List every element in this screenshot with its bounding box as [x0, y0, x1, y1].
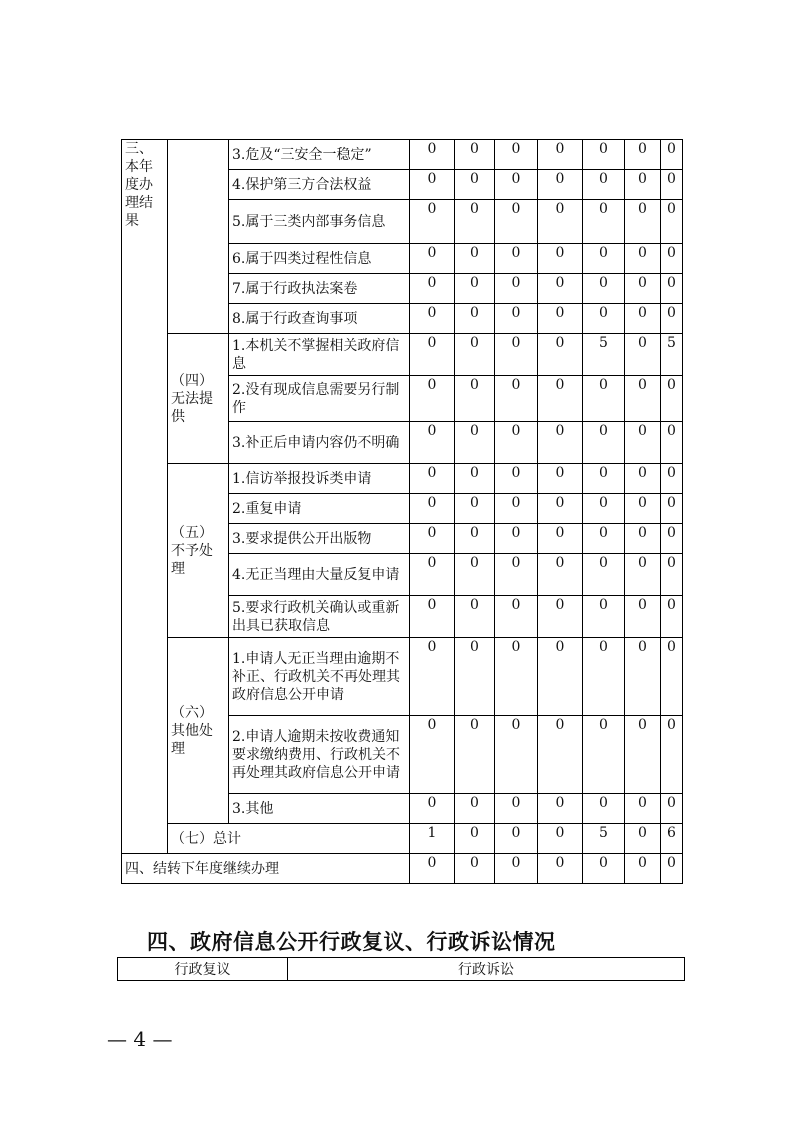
value-cell: 0: [495, 422, 538, 464]
group5-label: [168, 464, 229, 638]
value-cell: 0: [538, 464, 583, 494]
review-litigation-header-row: [118, 958, 685, 981]
litigation-header: 行政诉讼: [288, 958, 685, 981]
value-cell: 0: [495, 524, 538, 554]
value-cell: 0: [455, 170, 495, 200]
value-cell: 0: [583, 524, 625, 554]
value-cell: 0: [625, 422, 661, 464]
section4-heading: 四、政府信息公开行政复议、行政诉讼情况: [147, 930, 556, 954]
section-label: [122, 140, 168, 854]
value-cell: 0: [410, 794, 455, 824]
table-row: [122, 140, 683, 170]
value-cell: 0: [495, 170, 538, 200]
value-cell: 0: [455, 244, 495, 274]
value-cell: 0: [625, 494, 661, 524]
value-cell: 0: [625, 274, 661, 304]
value-cell: 0: [625, 554, 661, 596]
value-cell: 0: [538, 274, 583, 304]
group5-item-label: 4.无正当理由大量反复申请: [229, 554, 410, 596]
value-cell: 0: [538, 638, 583, 716]
value-cell: 1: [410, 824, 455, 854]
value-cell: 0: [583, 200, 625, 244]
value-cell: 0: [625, 334, 661, 376]
value-cell: 0: [455, 638, 495, 716]
results-table: [121, 139, 683, 884]
value-cell: 0: [583, 140, 625, 170]
section-label-text: 三、本年度办理结果: [125, 141, 153, 229]
value-cell: 0: [410, 140, 455, 170]
value-cell: 0: [625, 304, 661, 334]
value-cell: 0: [625, 170, 661, 200]
value-cell: 0: [410, 596, 455, 638]
value-cell: 0: [538, 376, 583, 422]
value-cell: 0: [495, 274, 538, 304]
value-cell: 0: [661, 494, 683, 524]
review-header: 行政复议: [118, 958, 288, 981]
value-cell: 0: [625, 464, 661, 494]
group4-label-text: （四）无法提供: [171, 372, 213, 425]
value-cell: 0: [583, 304, 625, 334]
value-cell: 0: [455, 716, 495, 794]
value-cell: 0: [455, 422, 495, 464]
value-cell: 0: [455, 494, 495, 524]
value-cell: 0: [538, 170, 583, 200]
value-cell: 0: [495, 334, 538, 376]
group4-item-label: 1.本机关不掌握相关政府信息: [229, 334, 410, 376]
value-cell: 0: [661, 596, 683, 638]
value-cell: 0: [625, 854, 661, 884]
value-cell: 0: [661, 422, 683, 464]
value-cell: 0: [410, 244, 455, 274]
value-cell: 0: [495, 244, 538, 274]
prev-item-label: 3.危及“三安全一稳定”: [229, 140, 410, 170]
value-cell: 0: [661, 274, 683, 304]
value-cell: 0: [538, 494, 583, 524]
value-cell: 0: [455, 274, 495, 304]
value-cell: 0: [495, 854, 538, 884]
value-cell: 0: [661, 464, 683, 494]
value-cell: 0: [455, 376, 495, 422]
value-cell: 0: [495, 200, 538, 244]
carry-over-row: [122, 854, 683, 884]
value-cell: 0: [495, 596, 538, 638]
group5-item-label: 3.要求提供公开出版物: [229, 524, 410, 554]
value-cell: 0: [661, 140, 683, 170]
group-continued-label: [168, 140, 229, 334]
review-litigation-table: [117, 957, 685, 981]
value-cell: 0: [410, 304, 455, 334]
group4-item-label: 3.补正后申请内容仍不明确: [229, 422, 410, 464]
value-cell: 0: [625, 524, 661, 554]
value-cell: 0: [410, 274, 455, 304]
value-cell: 0: [583, 494, 625, 524]
value-cell: 0: [455, 200, 495, 244]
page-number: — 4 —: [107, 1027, 173, 1051]
value-cell: 0: [661, 794, 683, 824]
value-cell: 0: [625, 638, 661, 716]
table-row: [122, 334, 683, 376]
value-cell: 5: [661, 334, 683, 376]
value-cell: 0: [495, 464, 538, 494]
value-cell: 0: [625, 376, 661, 422]
value-cell: 0: [455, 824, 495, 854]
value-cell: 0: [538, 824, 583, 854]
value-cell: 0: [455, 554, 495, 596]
value-cell: 0: [410, 854, 455, 884]
value-cell: 0: [410, 554, 455, 596]
value-cell: 0: [495, 554, 538, 596]
value-cell: 0: [495, 494, 538, 524]
group6-item-label: 1.申请人无正当理由逾期不补正、行政机关不再处理其政府信息公开申请: [229, 638, 410, 716]
group6-label: [168, 638, 229, 824]
value-cell: 0: [625, 244, 661, 274]
value-cell: 0: [583, 274, 625, 304]
value-cell: 0: [538, 244, 583, 274]
group5-item-label: 5.要求行政机关确认或重新出具已获取信息: [229, 596, 410, 638]
value-cell: 0: [538, 140, 583, 170]
group5-item-label: 1.信访举报投诉类申请: [229, 464, 410, 494]
value-cell: 0: [538, 854, 583, 884]
value-cell: 0: [495, 716, 538, 794]
value-cell: 0: [538, 304, 583, 334]
value-cell: 0: [625, 596, 661, 638]
value-cell: 0: [455, 140, 495, 170]
value-cell: 0: [538, 524, 583, 554]
prev-item-label: 4.保护第三方合法权益: [229, 170, 410, 200]
value-cell: 0: [495, 638, 538, 716]
value-cell: 0: [583, 794, 625, 824]
table-row: [122, 464, 683, 494]
value-cell: 0: [455, 334, 495, 376]
group6-item-label: 2.申请人逾期未按收费通知要求缴纳费用、行政机关不再处理其政府信息公开申请: [229, 716, 410, 794]
value-cell: 0: [538, 716, 583, 794]
prev-item-label: 5.属于三类内部事务信息: [229, 200, 410, 244]
group4-label: [168, 334, 229, 464]
table-row: [122, 638, 683, 716]
prev-item-label: 7.属于行政执法案卷: [229, 274, 410, 304]
value-cell: 0: [538, 200, 583, 244]
value-cell: 0: [410, 376, 455, 422]
value-cell: 0: [455, 304, 495, 334]
value-cell: 0: [410, 200, 455, 244]
value-cell: 0: [410, 334, 455, 376]
results-table-body: [122, 140, 683, 884]
value-cell: 0: [410, 716, 455, 794]
group5-label-text: （五）不予处理: [171, 524, 213, 577]
value-cell: 0: [583, 464, 625, 494]
value-cell: 0: [583, 244, 625, 274]
value-cell: 0: [538, 794, 583, 824]
value-cell: 0: [410, 524, 455, 554]
value-cell: 0: [625, 716, 661, 794]
value-cell: 0: [661, 200, 683, 244]
value-cell: 0: [661, 244, 683, 274]
carry-over-label: 四、结转下年度继续办理: [122, 854, 410, 884]
value-cell: 0: [661, 554, 683, 596]
value-cell: 0: [495, 794, 538, 824]
value-cell: 0: [661, 854, 683, 884]
value-cell: 0: [583, 638, 625, 716]
value-cell: 0: [583, 596, 625, 638]
group5-item-label: 2.重复申请: [229, 494, 410, 524]
prev-item-label: 8.属于行政查询事项: [229, 304, 410, 334]
value-cell: 0: [538, 334, 583, 376]
value-cell: 0: [583, 170, 625, 200]
group6-item-label: 3.其他: [229, 794, 410, 824]
value-cell: 0: [661, 716, 683, 794]
value-cell: 5: [583, 824, 625, 854]
value-cell: 6: [661, 824, 683, 854]
value-cell: 0: [410, 422, 455, 464]
value-cell: 0: [538, 554, 583, 596]
value-cell: 0: [410, 638, 455, 716]
value-cell: 0: [625, 824, 661, 854]
group4-item-label: 2.没有现成信息需要另行制作: [229, 376, 410, 422]
value-cell: 0: [661, 376, 683, 422]
total-label: （七）总计: [168, 824, 410, 854]
value-cell: 0: [583, 854, 625, 884]
value-cell: 0: [625, 794, 661, 824]
value-cell: 0: [495, 376, 538, 422]
value-cell: 0: [455, 794, 495, 824]
value-cell: 0: [455, 464, 495, 494]
value-cell: 0: [661, 170, 683, 200]
value-cell: 0: [455, 524, 495, 554]
value-cell: 0: [495, 304, 538, 334]
value-cell: 0: [410, 464, 455, 494]
value-cell: 0: [661, 638, 683, 716]
value-cell: 0: [495, 824, 538, 854]
value-cell: 0: [583, 422, 625, 464]
prev-item-label: 6.属于四类过程性信息: [229, 244, 410, 274]
value-cell: 0: [625, 140, 661, 170]
value-cell: 0: [661, 304, 683, 334]
value-cell: 0: [583, 716, 625, 794]
value-cell: 0: [455, 596, 495, 638]
value-cell: 0: [625, 200, 661, 244]
group6-label-text: （六）其他处理: [171, 704, 213, 757]
value-cell: 5: [583, 334, 625, 376]
value-cell: 0: [538, 422, 583, 464]
total-row: [122, 824, 683, 854]
value-cell: 0: [661, 524, 683, 554]
value-cell: 0: [538, 596, 583, 638]
value-cell: 0: [583, 376, 625, 422]
value-cell: 0: [410, 170, 455, 200]
value-cell: 0: [583, 554, 625, 596]
value-cell: 0: [410, 494, 455, 524]
value-cell: 0: [495, 140, 538, 170]
value-cell: 0: [455, 854, 495, 884]
